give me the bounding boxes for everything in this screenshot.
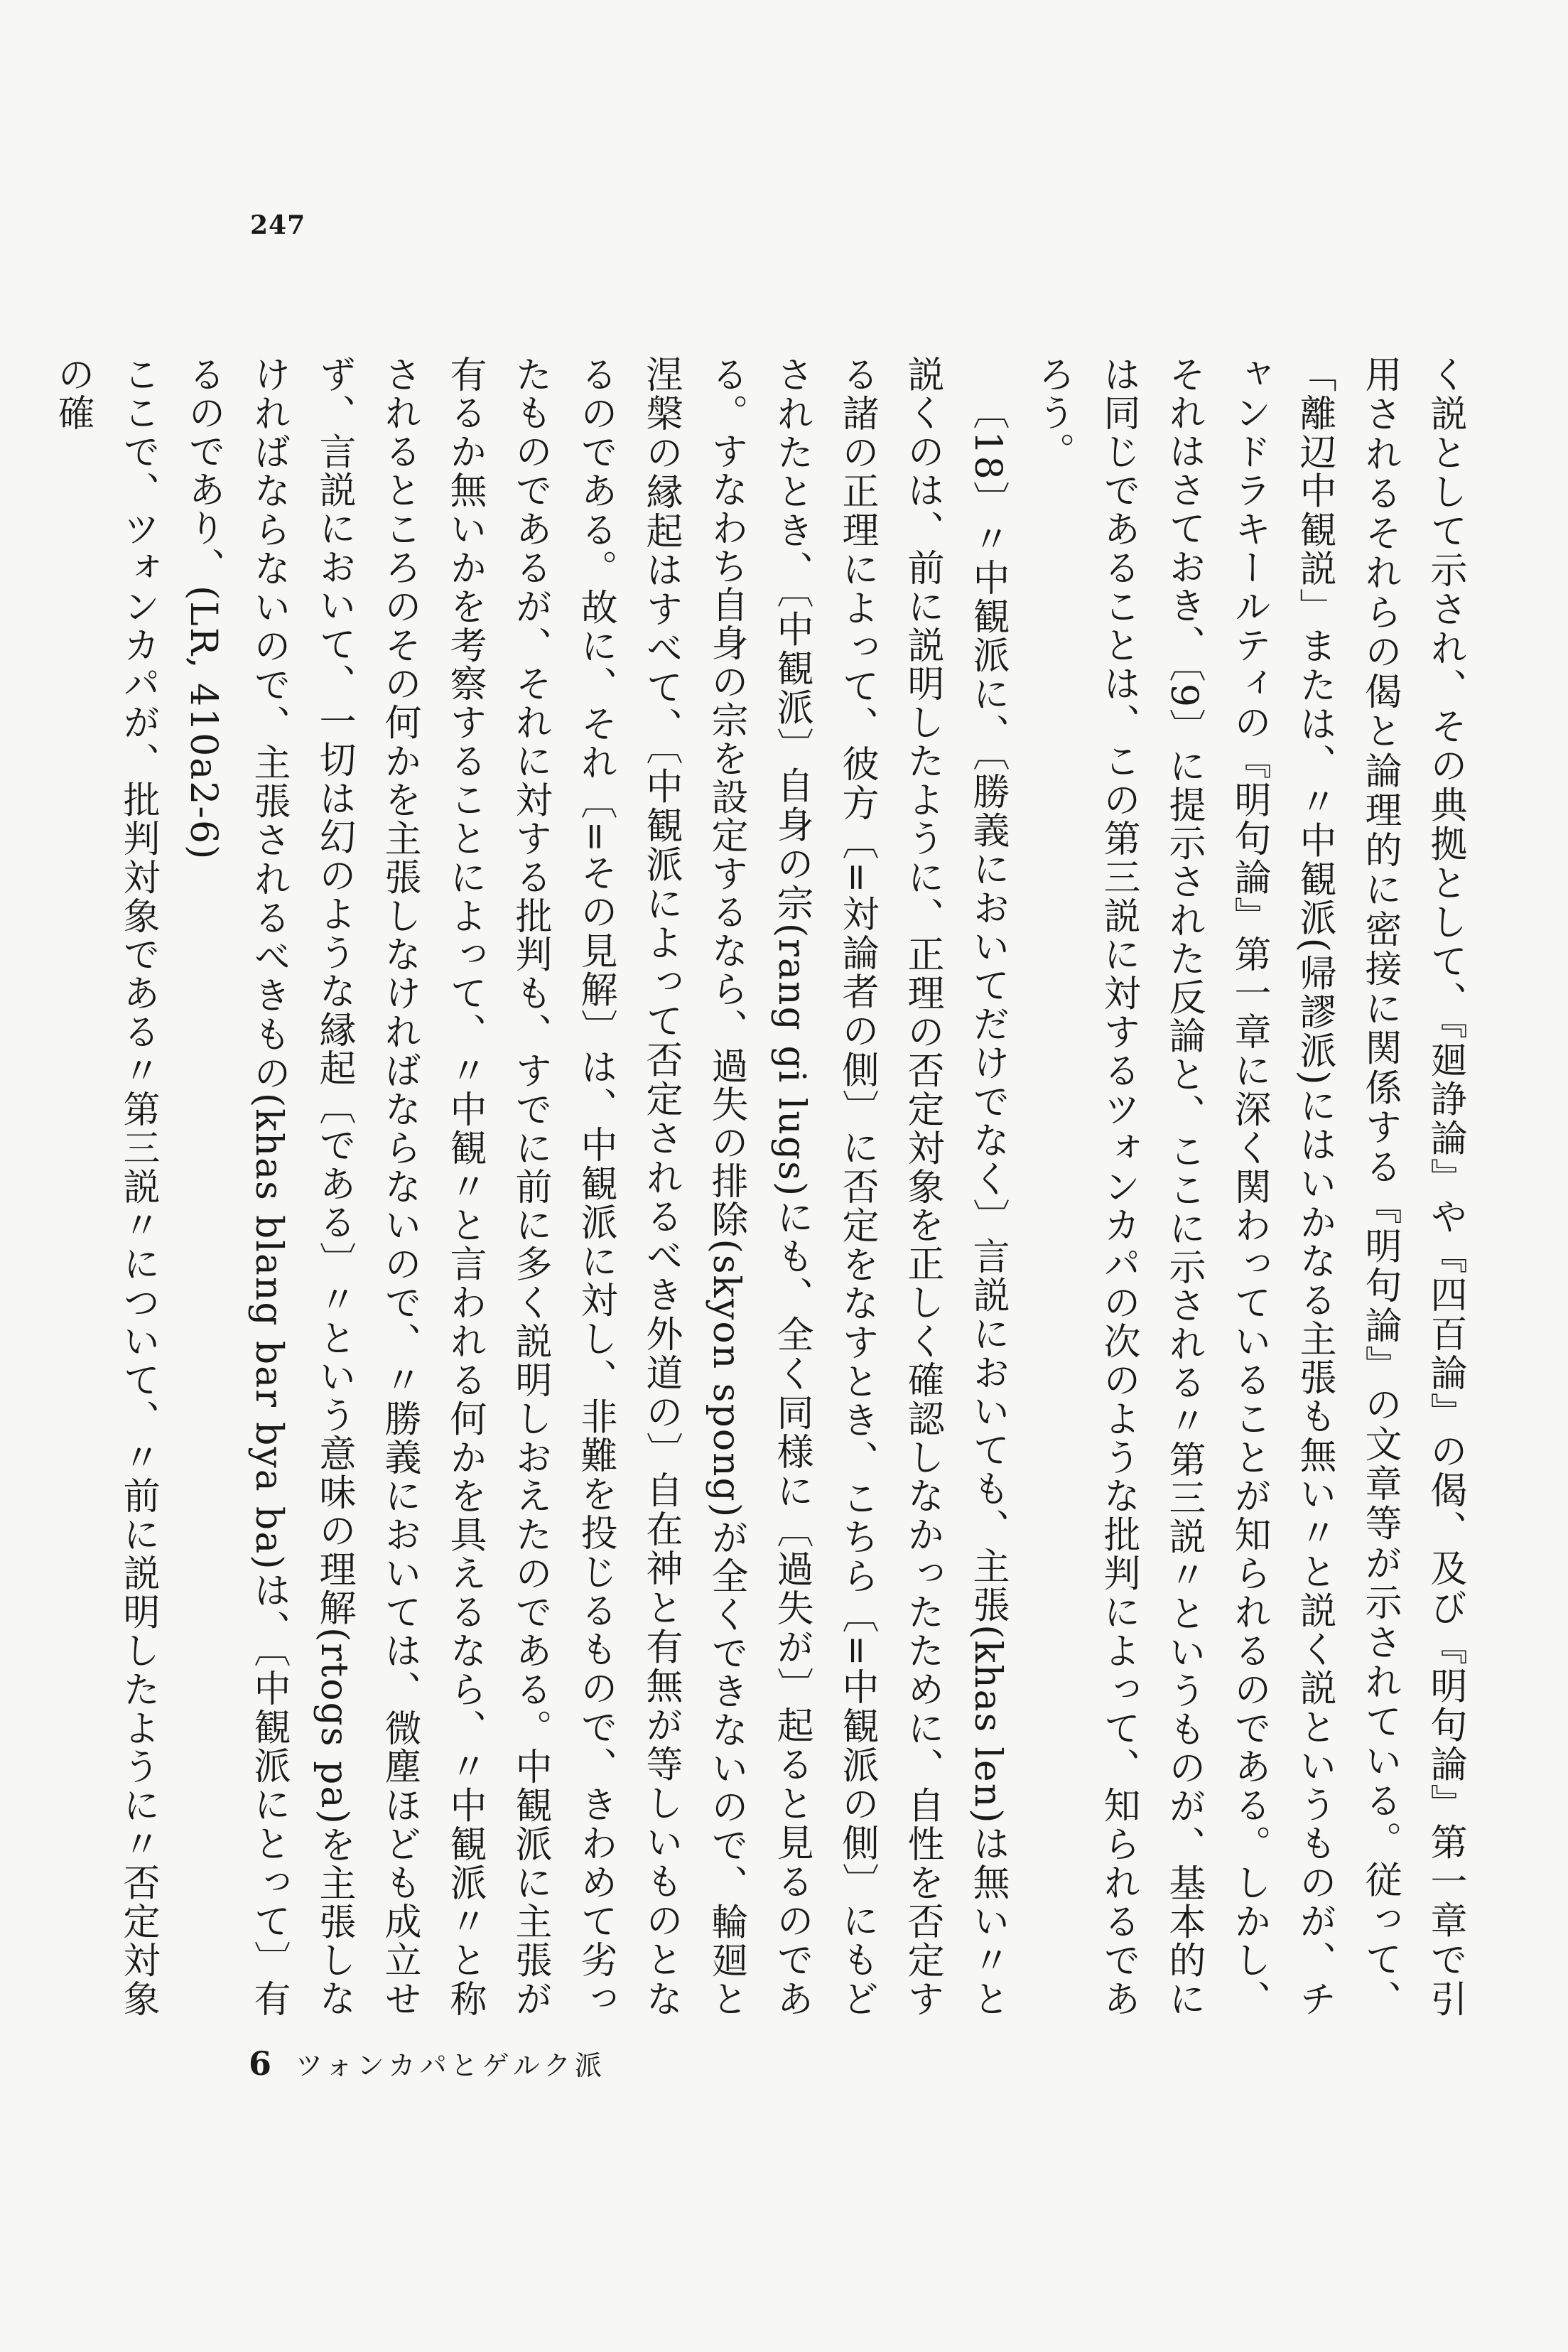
paragraph-3: ここで、ツォンカパが、批判対象である〃第三説〃について、〃前に説明したように〃否定対象の確 [51, 355, 159, 2018]
page-number: 247 [250, 210, 306, 240]
body-text [51, 355, 1478, 2019]
chapter-number: 6 [249, 2044, 272, 2083]
running-footer [249, 2044, 606, 2083]
chapter-title: ツォンカパとゲルク派 [296, 2050, 606, 2081]
paragraph-1: く説として示され、その典拠として、『廻諍論』や『四百論』の偈、及び『明句論』第一章で引用されるそれらの偈と論理的に密接に関係する『明句論』の文章等が示されている。従って、「離辺中観説」または、〃中観派(帰謬派)にはいかなる主張も無い〃と説く説というものが、チャンドラキールティの『明句論』第一章に深く関わっていることが知られるのである。しかし、それはさておき、〔9〕に提示された反論と、ここに示される〃第三説〃というものが、基本的には同じであることは、この第三説に対するツォンカパの次のような批判によって、知られるであろう。 [1032, 355, 1466, 2019]
paragraph-2: 〔18〕〃中観派に、〔勝義においてだけでなく〕言説においても、主張(khas len)は無い〃と説くのは、前に説明したように、正理の否定対象を正しく確認しなかったために、自性を否定する諸の正理によって、彼方〔=対論者の側〕に否定をなすとき、こちら〔=中観派の側〕にもどされたとき、〔中観派〕自身の宗(rang gi lugs)にも、全く同様に〔過失が〕起ると見るのである。すなわち自身の宗を設定するなら、過失の排除(skyon spong)が全くできないので、輪廻と涅槃の縁起はすべて、〔中観派によって否定されるべき外道の〕自在神と有無が等しいものとなるのである。故に、それ〔=その見解〕は、中観派に対し、非難を投じるもので、きわめて劣ったものであるが、それに対する批判も、すでに前に多く説明しおえたのである。中観派に主張が有るか無いかを考察することによって、〃中観〃と言われる何かを具えるなら、〃中観派〃と称されるところのその何かを主張しなければならないので、〃勝義においては、微塵ほども成立せず、言説において、一切は幻のような縁起〔である〕〃という意味の理解(rtogs pa)を主張しなければならないので、主張されるべきもの(khas blang bar bya ba)は、〔中観派にとって〕有るのであり、(LR, 410a2-6) [182, 355, 1009, 2019]
